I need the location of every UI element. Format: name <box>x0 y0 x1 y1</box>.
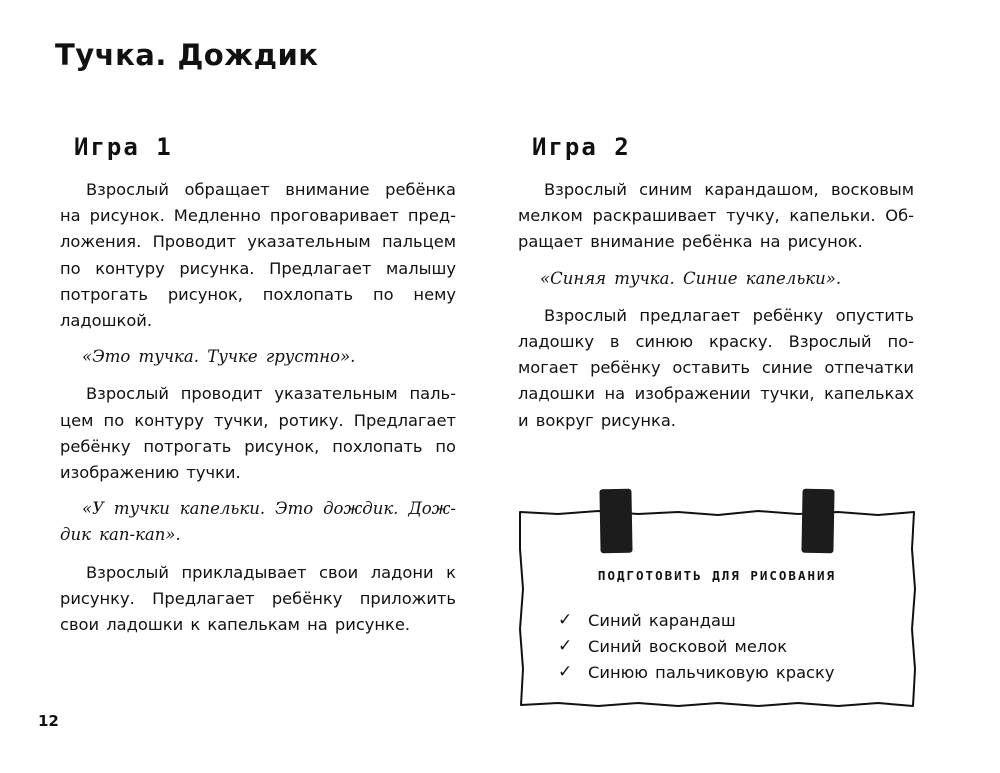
game-2-heading: Игра 2 <box>532 133 631 161</box>
materials-item-label: Синий карандаш <box>588 610 736 630</box>
game-1-paragraph-1: Взрослый обращает внимание ребёнка на рисунок. Медленно проговаривает предложения. Проводит указательным пальцем по контуру рисунка. Предлагает малышу потрогать рисунок, похлопать по нему ладошкой. <box>60 180 456 331</box>
tape-strip-left <box>599 489 632 554</box>
game-1-paragraph-3: Взрослый прикладывает свои ладони к рисунку. Предлагает ребёнку приложить свои ладошки к капелькам на рисунке. <box>60 562 456 635</box>
materials-note-card <box>518 509 916 708</box>
page-number: 12 <box>38 712 59 730</box>
game-1-quote-2: «У тучки капельки. Это дождик. Дождик кап-кап». <box>60 499 456 545</box>
checkmark-icon: ✓ <box>558 610 573 630</box>
checkmark-icon: ✓ <box>558 636 573 656</box>
game-1-section <box>60 133 456 648</box>
materials-checklist <box>558 607 834 685</box>
game-1-quote-1: «Это тучка. Тучке грустно». <box>82 347 356 367</box>
game-2-paragraph-1: Взрослый синим карандашом, восковым мелком раскрашивает тучку, капельки. Обращает внимание ребёнка на рисунок. <box>518 180 914 252</box>
materials-item <box>558 607 834 633</box>
tape-strip-right <box>801 489 834 554</box>
materials-item-label: Синий восковой мелок <box>588 636 788 656</box>
materials-item <box>558 633 834 659</box>
materials-item-label: Синюю пальчиковую краску <box>588 662 835 682</box>
game-2-quote-1: «Синяя тучка. Синие капельки». <box>540 268 842 288</box>
game-1-paragraph-2: Взрослый проводит указательным пальцем по контуру тучки, ротику. Предлагает ребёнку потрогать рисунок, похлопать по изображению тучки. <box>60 384 456 483</box>
page-title: Тучка. Дождик <box>55 38 319 72</box>
checkmark-icon: ✓ <box>558 662 573 682</box>
game-2-paragraph-2: Взрослый предлагает ребёнку опустить ладошку в синюю краску. Взрослый помогает ребёнку оставить синие отпечатки ладошки на изображении тучки, капельках и вокруг рисунка. <box>518 305 914 430</box>
game-2-section <box>518 133 914 444</box>
game-1-heading: Игра 1 <box>74 133 173 161</box>
materials-title: ПОДГОТОВИТЬ ДЛЯ РИСОВАНИЯ <box>597 568 837 583</box>
materials-item <box>558 659 834 685</box>
